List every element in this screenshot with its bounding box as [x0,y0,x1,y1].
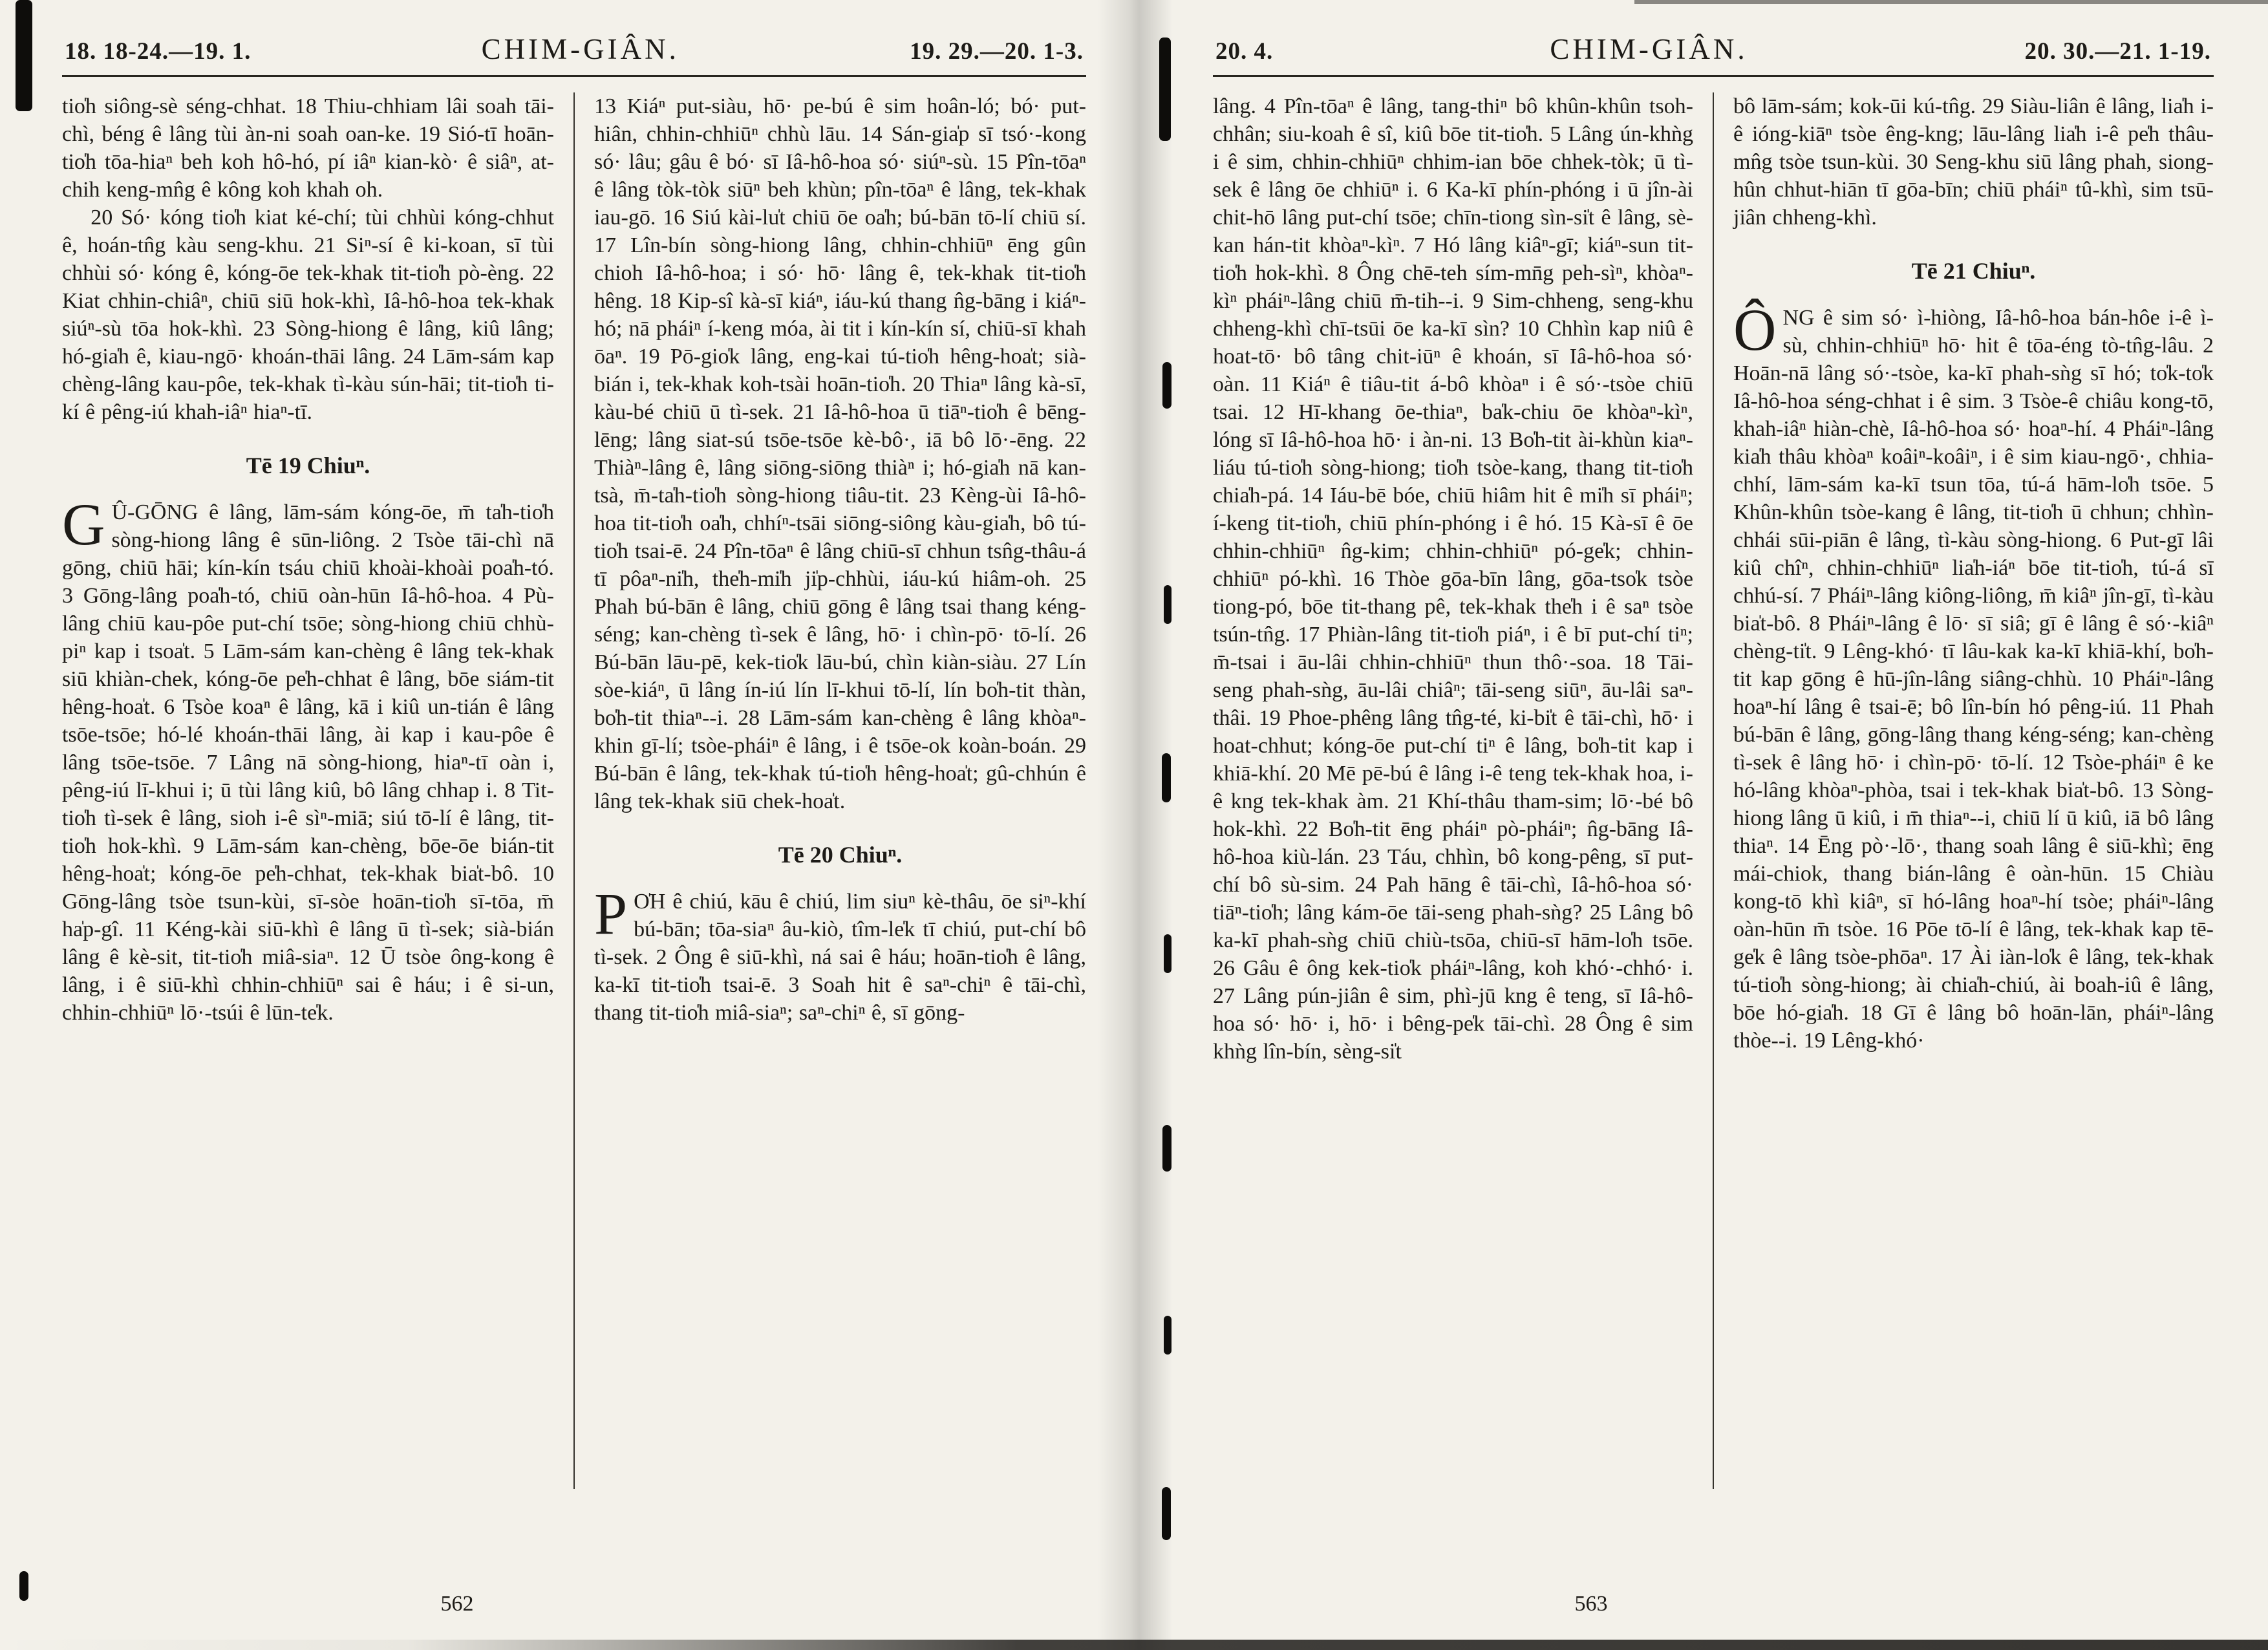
binding-mark [1162,362,1171,409]
chapter-opening-paragraph: GÛ-GŌNG ê lâng, lām-sám kóng-ōe, m̄ ta̍h-tio̍h sòng-hiong lâng ê sūn-liông. 2 Tsòe tāi-chì nā gōng, chiū hāi; kín-kín tsáu chiū khoài-khoài poa̍h-tó. 3 Gōng-lâng poa̍h-tó, chiū oàn-hūn Iâ-hô-hoa. 4 Pù-lâng chiū kau-pôe put-chí tsōe; sòng-hiong chiū chhù-piⁿ kap i tsoa̍t. 5 Lām-sám kan-chèng ê lâng tek-khak siū khiàn-chek, kóng-ōe pe̍h-chhat ê lâng, bōe siám-tit hêng-hoa̍t. 6 Tsòe koaⁿ ê lâng, kā i kiû un-tián ê lâng tsōe-tsōe; hó-lé khoán-thāi lâng, ài kap i kau-pôe ê lâng tsōe-tsōe. 7 Lâng nā sòng-hiong, hiaⁿ-tī oàn i, pêng-iú lī-khui i; ū tùi lâng kiû, bô lâng chhap i. 8 Tit-tio̍h tì-sek ê lâng, sioh i-ê sìⁿ-miā; siú tō-lí ê lâng, tit-tio̍h hok-khì. 9 Lām-sám kan-chèng, bōe-ōe bián-tit hêng-hoa̍t; kóng-ōe pe̍h-chhat, tek-khak bia̍t-bô. 10 Gōng-lâng tsòe tsun-kùi, sī-sòe hoān-tio̍h sī-tōa, m̄ ha̍p-gî. 11 Kéng-kài siū-khì ê lâng ū tì-sek; sià-bián lâng ê kè-sit, tit-tio̍h miâ-siaⁿ. 12 Ū tsòe ông-kong ê lâng, i ê siū-khì chhin-chhiūⁿ sai ê háu; i ê si-un, chhin-chhiūⁿ lō·-tsúi ê lūn-te̍k. [62,491,554,1025]
page-right [1134,0,2268,1650]
running-title: CHIM-GIÂN. [481,33,679,65]
right-page-columns [1213,92,2214,1489]
binding-mark [1162,753,1171,802]
chapter-heading: Tē 20 Chiuⁿ. [778,842,903,868]
page-number: 563 [1574,1592,1608,1616]
left-page-column-2 [594,92,1086,1489]
verse-paragraph: lâng. 4 Pîn-tōaⁿ ê lâng, tang-thiⁿ bô khûn-khûn tsoh-chhân; siu-koah ê sî, kiû bōe tit-tio̍h. 5 Lâng ún-khǹg i ê sim, chhin-chhiūⁿ chhim-ian bōe chhek-tòk; ū tì-sek ê lâng ōe chhiūⁿ i. 6 Ka-kī phín-phóng i ū jîn-ài chit-hō lâng put-chí tsōe; chīn-tiong sìn-si̍t ê lâng, sè-kan hán-tit khòaⁿ-kìⁿ. 7 Hó lâng kiâⁿ-gī; kiáⁿ-sun tit-tio̍h hok-khì. 8 Ông chē-teh sím-mn̄g peh-sìⁿ, khòaⁿ-kìⁿ pháiⁿ-lâng chiū m̄-tih--i. 9 Sim-chheng, seng-khu chheng-khì chī-tsūi ōe ka-kī sìn? 10 Chhìn kap niû ê hoat-tō· bô tâng chit-iūⁿ ê khoán, sī Iâ-hô-hoa só· oàn. 11 Kiáⁿ ê tiâu-tit á-bô khòaⁿ i ê só·-tsòe chiū tsai. 12 Hī-khang ōe-thiaⁿ, ba̍k-chiu ōe khòaⁿ-kìⁿ, lóng sī Iâ-hô-hoa hō· i àn-ni. 13 Bo̍h-tit ài-khùn kiaⁿ-liáu tú-tio̍h sòng-hiong; tio̍h tsòe-kang, thang tit-tio̍h chia̍h-pá. 14 Iáu-bē bóe, chiū hiâm hit ê mi̍h sī pháiⁿ; í-keng tit-tio̍h, chiū phín-phóng i ê hó. 15 Kà-sī ê ōe chhin-chhiūⁿ n̂g-kim; chhin-chhiūⁿ pó-ge̍k; chhin-chhiūⁿ pó-khì. 16 Thòe gōa-bīn lâng, gōa-tso̍k tsòe tiong-pó, bōe tit-thang pê, tek-khak the̍h i ê saⁿ tsòe tsún-tn̂g. 17 Phiàn-lâng tit-tio̍h piáⁿ, i ê bī put-chí tiⁿ; m̄-tsai i āu-lâi chhin-chhiūⁿ thun thô·-soa. 18 Tāi-seng phah-sǹg, āu-lâi chiâⁿ; tāi-seng siūⁿ, āu-lâi saⁿ-thâi. 19 Phoe-phêng lâng tn̂g-té, ki-bi̍t ê tāi-chì, hō· i hoat-chhut; kóng-ōe put-chí tiⁿ ê lâng, bo̍h-tit kap i khiā-khí. 20 Mē pē-bú ê lâng i-ê teng tek-khak hoa, i-ê kng tek-khak àm. 21 Khí-thâu tham-sim; lō·-bé bô hok-khì. 22 Bo̍h-tit ēng pháiⁿ pò-pháiⁿ; n̂g-bāng Iâ-hô-hoa kiù-lán. 23 Táu, chhìn, bô kong-pêng, sī put-chí bô sù-sim. 24 Pah hāng ê tāi-chì, Iâ-hô-hoa só· tiāⁿ-tio̍h; lâng kám-ōe tāi-seng phah-sǹg? 25 Lâng bô ka-kī phah-sǹg chiū chiù-tsōa, chiū-sī hām-lo̍h tsōe. 26 Gâu ê ông kek-tio̍k pháiⁿ-lâng, koh khó·-chhó· i. 27 Lâng pún-jiân ê sim, phì-jū kng ê teng, sī Iâ-hô-hoa só· hō· i, hō· i bêng-pe̍k tāi-chì. 28 Ông ê sim khǹg lîn-bín, sèng-si̍t [1213,94,1693,1064]
left-page-columns [62,92,1086,1489]
right-page-column-2 [1733,92,2214,1489]
chapter-heading: Tē 21 Chiuⁿ. [1911,258,2036,284]
column-rule [573,92,575,1489]
binding-mark [1162,1487,1171,1540]
chapter-heading: Tē 19 Chiuⁿ. [246,453,370,478]
chapter-opening-paragraph: PO̍H ê chiú, kāu ê chiú, lim siuⁿ kè-thâu, ōe siⁿ-khí bú-bān; tōa-siaⁿ âu-kiò, tîm-le̍k tī chiú, put-chí bô tì-sek. 2 Ông ê siū-khì, ná sai ê háu; hoān-tio̍h ê lâng, ka-kī tit-tio̍h tsai-ē. 3 Soah hit ê saⁿ-chiⁿ ê tāi-chì, thang tit-tio̍h miâ-siaⁿ; saⁿ-chiⁿ ê, sī gōng- [594,881,1086,1025]
header-rule [1213,75,2214,77]
scan-top-edge [1634,0,2268,4]
right-page-header [1213,28,2214,66]
right-page-column-1 [1213,92,1693,1489]
section-ref-left: 18. 18-24.—19. 1. [65,38,251,65]
section-ref-left: 20. 4. [1215,38,1274,65]
binding-mark [1159,38,1171,141]
verse-paragraph: tio̍h siông-sè séng-chhat. 18 Thiu-chhiam lâi soah tāi-chì, béng ê lâng tùi àn-ni soah oan-ke. 19 Sió-tī hoān-tio̍h tōa-hiaⁿ beh koh hô-hó, pí iâⁿ kian-kò· ê siâⁿ, at-chih keng-mn̂g ê kông koh khah oh. [62,94,554,202]
page-edge-mark [16,0,32,111]
binding-mark [1164,934,1171,973]
page-number: 562 [440,1592,474,1616]
page-edge-mark [19,1571,28,1601]
scan-bottom-edge [0,1640,2268,1650]
binding-mark [1162,1125,1171,1172]
verse-paragraph: 20 Só· kóng tio̍h kiat ké-chí; tùi chhùi kóng-chhut ê, hoán-tn̂g kàu seng-khu. 21 Siⁿ-sí ê ki-koan, sī tùi chhùi só· kóng ê, kóng-ōe tek-khak tit-tio̍h pò-èng. 22 Kiat chhin-chiâⁿ, chiū siū hok-khì, Iâ-hô-hoa tek-khak siúⁿ-sù tōa hok-khì. 23 Sòng-hiong ê lâng, kiû lâng; hó-gia̍h ê, kiau-ngō· khoán-thāi lâng. 24 Lām-sám kap chèng-lâng kau-pôe, tek-khak tì-kàu sún-hāi; tit-tio̍h ti-kí ê pêng-iú khah-iâⁿ hiaⁿ-tī. [62,206,554,424]
left-page-header [62,28,1086,66]
binding-mark [1164,585,1171,624]
binding-mark [1164,1316,1171,1355]
column-rule [1713,92,1714,1489]
left-page-column-1 [62,92,554,1489]
verse-paragraph: 13 Kiáⁿ put-siàu, hō· pe-bú ê sim hoân-ló; bó· put-hiân, chhin-chhiūⁿ chhù lāu. 14 Sán-gia̍p sī tsó·-kong só· lâu; gâu ê bó· sī Iâ-hô-hoa só· siúⁿ-sù. 15 Pîn-tōaⁿ ê lâng tòk-tòk siūⁿ beh khùn; pîn-tōaⁿ ê lâng, tek-khak iau-gō. 16 Siú kài-lu̍t chiū ōe oa̍h; bú-bān tō-lí chiū sí. 17 Lîn-bín sòng-hiong lâng, chhin-chhiūⁿ ēng gûn chioh Iâ-hô-hoa; i só· hō· lâng ê, tek-khak tit-tio̍h hêng. 18 Kip-sî kà-sī kiáⁿ, iáu-kú thang n̂g-bāng i kiáⁿ-hó; nā pháiⁿ í-keng móa, ài tit i kín-kín sí, chiū-sī khah ōaⁿ. 19 Pō-gio̍k lâng, eng-kai tú-tio̍h hêng-hoa̍t; sià-bián i, tek-khak koh-tsài hoān-tio̍h. 20 Thiaⁿ lâng kà-sī, kàu-bé chiū ū tì-sek. 21 Iâ-hô-hoa ū tiāⁿ-tio̍h ê bēng-lēng; lâng siat-sú tsōe-tsōe kè-bô·, iā bô lō·-ēng. 22 Thiàⁿ-lâng ê, lâng siōng-siōng thiàⁿ i; hó-gia̍h nā kan-tsà, m̄-ta̍h-tio̍h sòng-hiong tiâu-tit. 23 Kèng-ùi Iâ-hô-hoa tit-tio̍h oa̍h, chhíⁿ-tsāi siōng-siông kàu-gia̍h, bô tú-tio̍h tsai-ē. 24 Pîn-tōaⁿ ê lâng chiū-sī chhun tsn̂g-thâu-á tī pôaⁿ-ni̍h, the̍h-mi̍h ji̍p-chhùi, iáu-kú hiâm-oh. 25 Phah bú-bān ê lâng, chiū gōng ê lâng tsai thang kéng-séng; kan-chèng tì-sek ê lâng, hō· i chìn-pō· tō-lí. 26 Bú-bān lāu-pē, kek-tio̍k lāu-bú, chìn kiàn-siàu. 27 Lín sòe-kiáⁿ, ū lâng ín-iú lín lī-khui tō-lí, lín bo̍h-tit thàn, bo̍h-tit thiaⁿ--i. 28 Lām-sám kan-chèng ê lâng khòaⁿ-khin gī-lí; tsòe-pháiⁿ ê lâng, i ê tsōe-ok koàn-boán. 29 Bú-bān ê lâng, tek-khak tú-tio̍h hêng-hoa̍t; gû-chhún ê lâng tek-khak siū chek-hoa̍t. [594,94,1086,813]
section-ref-right: 19. 29.—20. 1-3. [910,38,1084,65]
verse-paragraph: bô lām-sám; kok-ūi kú-tn̂g. 29 Siàu-liân ê lâng, lia̍h i-ê ióng-kiāⁿ tsòe êng-kng; lāu-lâng lia̍h i-ê pe̍h thâu-mn̂g tsòe tsun-kùi. 30 Seng-khu siū lâng phah, siong-hûn chhut-hiān tī gōa-bīn; chiū pháiⁿ tû-khì, sim tsū-jiân chheng-khì. [1733,94,2214,230]
running-title: CHIM-GIÂN. [1550,33,1748,65]
header-rule [62,75,1086,77]
chapter-opening-paragraph: ÔNG ê sim só· ì-hiòng, Iâ-hô-hoa bán-hôe i-ê ì-sù, chhin-chhiūⁿ hō· hit ê tōa-éng tò-tn̂g-lâu. 2 Hoān-nā lâng só·-tsòe, ka-kī phah-sǹg sī hó; to̍k-to̍k Iâ-hô-hoa séng-chhat i ê sim. 3 Tsòe-ê chiâu kong-tō, khah-iâⁿ hiàn-chè, Iâ-hô-hoa só· hoaⁿ-hí. 4 Pháiⁿ-lâng kia̍h thâu khòaⁿ koâiⁿ-koâiⁿ, i ê sim kiau-ngō·, chhia-chhí, lām-sám ka-kī tsun tōa, tú-á hām-lo̍h tsōe. 5 Khûn-khûn tsòe-kang ê lâng, tit-tio̍h ū chhun; chhìn-chhái sūi-piān ê lâng, tì-kàu sòng-hiong. 6 Put-gī lâi kiû chîⁿ, chhin-chhiūⁿ lia̍h-iáⁿ bōe tit-tio̍h, tú-á sī chhú-sí. 7 Pháiⁿ-lâng kiông-liông, m̄ kiâⁿ jîn-gī, tì-kàu bia̍t-bô. 8 Pháiⁿ-lâng ê lō· sī siâ; gī ê lâng ê só·-kiâⁿ chèng-ti̍t. 9 Lêng-khó· tī lâu-kak ka-kī khiā-khí, bo̍h-tit kap gōng ê hū-jîn-lâng siâng-chhù. 10 Pháiⁿ-lâng hoaⁿ-hí lâng ê tsai-ē; bô lîn-bín hó pêng-iú. 11 Phah bú-bān ê lâng, gōng-lâng thang kéng-séng; kan-chèng tì-sek ê lâng hō· i chìn-pō· tō-lí. 12 Tsòe-pháiⁿ ê ke hó-lâng khòaⁿ-phòa, tsai i tek-khak bia̍t-bô. 13 Sòng-hiong lâng ū kiû, i m̄ thiaⁿ--i, chiū lí ū kiû, iā bô lâng thiaⁿ. 14 Ēng pò·-lō·, thang soah lâng ê siū-khì; ēng mái-chiok, thang bián-lâng ê oàn-hūn. 15 Chiàu kong-tō khì kiâⁿ, sī hó-lâng hoaⁿ-hí tsòe; pháiⁿ-lâng oàn-hūn m̄ tsòe. 16 Pōe tō-lí ê lâng, tek-khak kap tē-ge̍k ê lâng tsòe-phōaⁿ. 17 Ài iàn-lo̍k ê lâng, tek-khak tú-tio̍h sòng-hiong; ài chia̍h-chiú, ài boah-iû ê lâng, bōe hó-gia̍h. 18 Gī ê lâng bô hoān-lān, pháiⁿ-lâng thòe--i. 19 Lêng-khó· [1733,297,2214,1053]
section-ref-right: 20. 30.—21. 1-19. [2024,38,2211,65]
